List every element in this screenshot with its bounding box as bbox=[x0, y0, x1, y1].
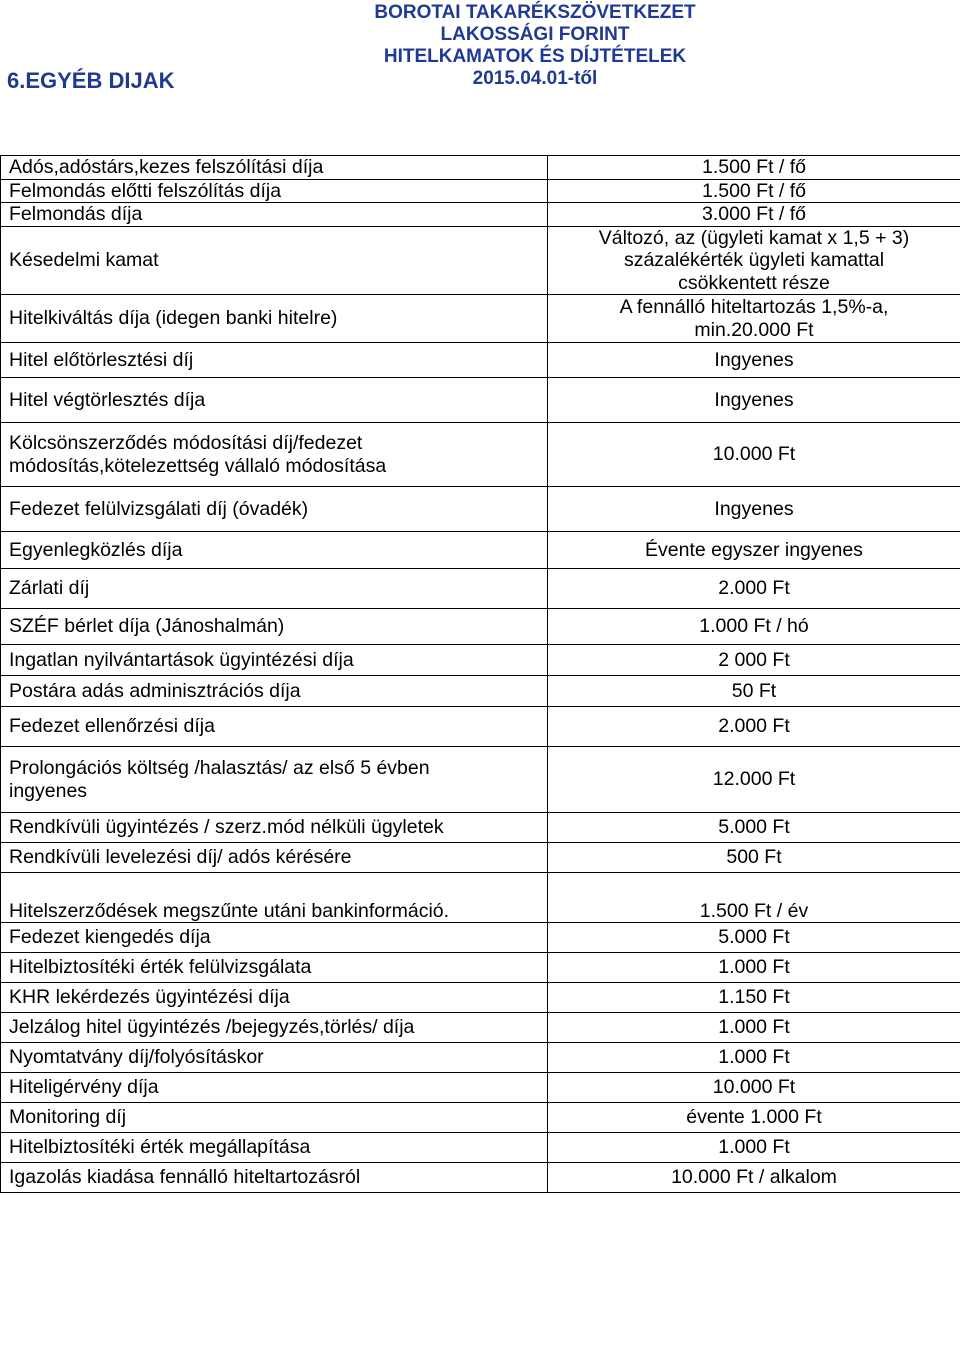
fee-label: Adós,adóstárs,kezes felszólítási díja bbox=[1, 156, 548, 180]
fee-value: 50 Ft bbox=[548, 676, 960, 707]
fee-label: Kölcsönszerződés módosítási díj/fedezet módosítás,kötelezettség vállaló módosítása bbox=[1, 423, 548, 487]
fee-label: Ingatlan nyilvántartások ügyintézési díja bbox=[1, 645, 548, 676]
fee-label: Felmondás díja bbox=[1, 203, 548, 227]
fee-row bbox=[1, 295, 960, 343]
fee-label: KHR lekérdezés ügyintézési díja bbox=[1, 983, 548, 1013]
fee-row bbox=[1, 343, 960, 378]
fee-value: A fennálló hiteltartozás 1,5%-a, min.20.000 Ft bbox=[548, 295, 960, 343]
header-subtitle-1: LAKOSSÁGI FORINT bbox=[440, 24, 630, 45]
fee-label: Prolongációs költség /halasztás/ az első 5 évben ingyenes bbox=[1, 747, 548, 813]
fee-value: 12.000 Ft bbox=[548, 747, 960, 813]
fee-row bbox=[1, 226, 960, 295]
fee-value: 10.000 Ft bbox=[548, 1073, 960, 1103]
fee-label: Hiteligérvény díja bbox=[1, 1073, 548, 1103]
fee-row bbox=[1, 532, 960, 569]
fee-value: 10.000 Ft / alkalom bbox=[548, 1163, 960, 1193]
fee-row bbox=[1, 813, 960, 843]
fee-label: Hitelkiváltás díja (idegen banki hitelre) bbox=[1, 295, 548, 343]
fee-row bbox=[1, 983, 960, 1013]
fee-label: Jelzálog hitel ügyintézés /bejegyzés,törlés/ díja bbox=[1, 1013, 548, 1043]
fee-label: Hitelszerződések megszűnte utáni bankinformáció. bbox=[1, 873, 548, 923]
fee-row bbox=[1, 923, 960, 953]
fee-value: 1.000 Ft / hó bbox=[548, 609, 960, 645]
fee-label: Késedelmi kamat bbox=[1, 226, 548, 295]
fee-row bbox=[1, 423, 960, 487]
fee-row bbox=[1, 645, 960, 676]
fee-label: Felmondás előtti felszólítás díja bbox=[1, 179, 548, 203]
fee-value: Évente egyszer ingyenes bbox=[548, 532, 960, 569]
fee-row bbox=[1, 1073, 960, 1103]
fee-label: Monitoring díj bbox=[1, 1103, 548, 1133]
institution-header bbox=[300, 2, 770, 90]
fee-row bbox=[1, 1043, 960, 1073]
fee-label: Fedezet felülvizsgálati díj (óvadék) bbox=[1, 487, 548, 532]
fee-row bbox=[1, 1133, 960, 1163]
fee-value: 1.500 Ft / fő bbox=[548, 179, 960, 203]
fee-value: 1.000 Ft bbox=[548, 1013, 960, 1043]
fee-row bbox=[1, 156, 960, 180]
fee-label: Igazolás kiadása fennálló hiteltartozásról bbox=[1, 1163, 548, 1193]
fee-label: Hitelbiztosítéki érték megállapítása bbox=[1, 1133, 548, 1163]
fee-label: Fedezet ellenőrzési díja bbox=[1, 707, 548, 747]
fee-label: Postára adás adminisztrációs díja bbox=[1, 676, 548, 707]
section-title: 6.EGYÉB DIJAK bbox=[7, 68, 175, 93]
fee-value: 1.000 Ft bbox=[548, 953, 960, 983]
fee-row bbox=[1, 569, 960, 609]
fee-value: 1.150 Ft bbox=[548, 983, 960, 1013]
fee-row bbox=[1, 203, 960, 227]
fee-label: Nyomtatvány díj/folyósításkor bbox=[1, 1043, 548, 1073]
fee-value: 2.000 Ft bbox=[548, 707, 960, 747]
fee-value: 3.000 Ft / fő bbox=[548, 203, 960, 227]
fee-value: Ingyenes bbox=[548, 487, 960, 532]
fee-row bbox=[1, 1013, 960, 1043]
fee-row bbox=[1, 707, 960, 747]
fee-value: Ingyenes bbox=[548, 343, 960, 378]
fee-row bbox=[1, 873, 960, 923]
fee-row bbox=[1, 378, 960, 423]
fee-row bbox=[1, 953, 960, 983]
fee-table bbox=[0, 155, 960, 1193]
fee-row bbox=[1, 1163, 960, 1193]
fee-label: Hitel előtörlesztési díj bbox=[1, 343, 548, 378]
fee-label: SZÉF bérlet díja (Jánoshalmán) bbox=[1, 609, 548, 645]
fee-label: Hitelbiztosítéki érték felülvizsgálata bbox=[1, 953, 548, 983]
fee-value: 5.000 Ft bbox=[548, 923, 960, 953]
fee-value: 2.000 Ft bbox=[548, 569, 960, 609]
fee-value: 2 000 Ft bbox=[548, 645, 960, 676]
fee-value: évente 1.000 Ft bbox=[548, 1103, 960, 1133]
fee-value: 10.000 Ft bbox=[548, 423, 960, 487]
fee-label: Rendkívüli ügyintézés / szerz.mód nélküli ügyletek bbox=[1, 813, 548, 843]
fee-row bbox=[1, 843, 960, 873]
fee-value: 500 Ft bbox=[548, 843, 960, 873]
header-subtitle-2: HITELKAMATOK ÉS DÍJTÉTELEK bbox=[383, 46, 687, 67]
fee-label: Rendkívüli levelezési díj/ adós kérésére bbox=[1, 843, 548, 873]
fee-row bbox=[1, 487, 960, 532]
fee-value: 1.000 Ft bbox=[548, 1133, 960, 1163]
fee-value: 1.000 Ft bbox=[548, 1043, 960, 1073]
document-header bbox=[0, 0, 960, 110]
fee-row bbox=[1, 609, 960, 645]
fee-row bbox=[1, 1103, 960, 1133]
fee-label: Hitel végtörlesztés díja bbox=[1, 378, 548, 423]
fee-label: Fedezet kiengedés díja bbox=[1, 923, 548, 953]
fee-value: Ingyenes bbox=[548, 378, 960, 423]
fee-row bbox=[1, 179, 960, 203]
fee-value: 5.000 Ft bbox=[548, 813, 960, 843]
fee-label: Zárlati díj bbox=[1, 569, 548, 609]
fee-row bbox=[1, 747, 960, 813]
fee-label: Egyenlegközlés díja bbox=[1, 532, 548, 569]
fee-row bbox=[1, 676, 960, 707]
effective-date: 2015.04.01-től bbox=[472, 68, 598, 89]
fee-value: Változó, az (ügyleti kamat x 1,5 + 3) százalékérték ügyleti kamattal csökkentett része bbox=[548, 226, 960, 295]
institution-name: BOROTAI TAKARÉKSZÖVETKEZET bbox=[374, 2, 696, 23]
fee-value: 1.500 Ft / fő bbox=[548, 156, 960, 180]
fee-value: 1.500 Ft / év bbox=[548, 873, 960, 923]
